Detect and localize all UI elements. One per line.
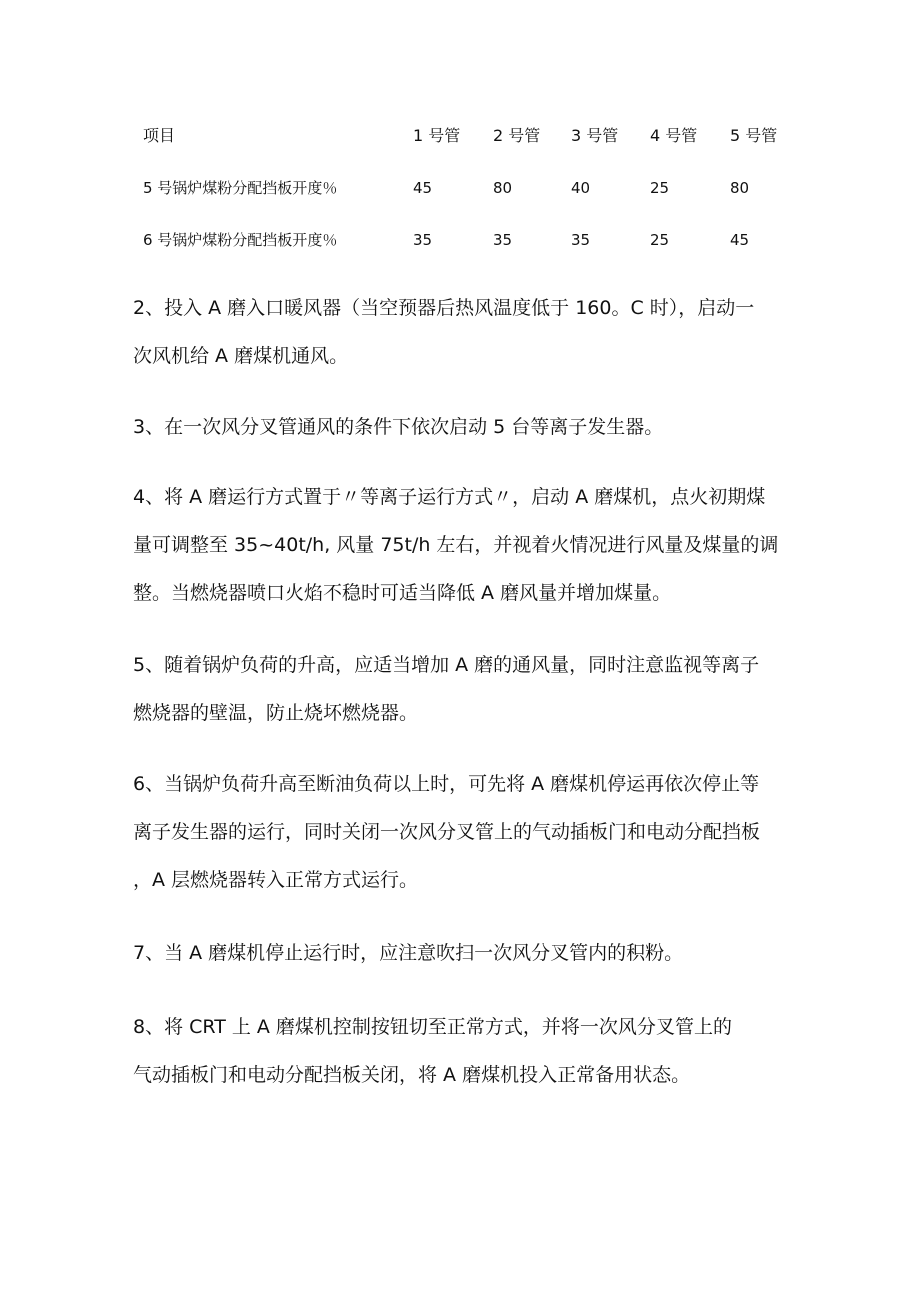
- paragraph-line: ，A 层燃烧器转入正常方式运行。: [133, 869, 419, 891]
- paragraph-step-3: [133, 403, 793, 451]
- header-cell-pipe-3: 3 号管: [571, 126, 619, 145]
- table-row: [143, 224, 843, 276]
- paragraph-step-6: [133, 760, 793, 904]
- cell-value: 25: [650, 179, 670, 197]
- paragraph-step-2: [133, 284, 793, 380]
- baffle-opening-table: [143, 120, 843, 276]
- paragraph-step-7: [133, 929, 793, 977]
- paragraph-line: 2、投入 A 磨入口暖风器（当空预器后热风温度低于 160。C 时），启动一: [133, 297, 755, 319]
- row-label: 6 号锅炉煤粉分配挡板开度％: [143, 231, 338, 249]
- cell-value: 45: [413, 179, 433, 197]
- cell-value: 35: [571, 231, 591, 249]
- paragraph-line: 8、将 CRT 上 A 磨煤机控制按钮切至正常方式，并将一次风分叉管上的: [133, 1016, 732, 1038]
- paragraph-step-8: [133, 1003, 793, 1099]
- paragraph-line: 量可调整至 35~40t/h, 风量 75t/h 左右，并视着火情况进行风量及煤量的调: [133, 534, 779, 556]
- header-cell-pipe-5: 5 号管: [730, 126, 778, 145]
- cell-value: 35: [413, 231, 433, 249]
- row-label: 5 号锅炉煤粉分配挡板开度％: [143, 179, 338, 197]
- paragraph-line: 3、在一次风分叉管通风的条件下依次启动 5 台等离子发生器。: [133, 416, 664, 438]
- table-row: [143, 172, 843, 224]
- header-cell-pipe-2: 2 号管: [493, 126, 541, 145]
- paragraph-line: 7、当 A 磨煤机停止运行时，应注意吹扫一次风分叉管内的积粉。: [133, 942, 684, 964]
- header-cell-pipe-1: 1 号管: [413, 126, 461, 145]
- cell-value: 35: [493, 231, 513, 249]
- cell-value: 40: [571, 179, 591, 197]
- paragraph-line: 气动插板门和电动分配挡板关闭，将 A 磨煤机投入正常备用状态。: [133, 1064, 691, 1086]
- paragraph-line: 5、随着锅炉负荷的升高，应适当增加 A 磨的通风量，同时注意监视等离子: [133, 654, 760, 676]
- cell-value: 80: [730, 179, 750, 197]
- paragraph-line: 离子发生器的运行，同时关闭一次风分叉管上的气动插板门和电动分配挡板: [133, 821, 761, 843]
- cell-value: 25: [650, 231, 670, 249]
- paragraph-line: 燃烧器的壁温，防止烧坏燃烧器。: [133, 702, 419, 724]
- cell-value: 80: [493, 179, 513, 197]
- cell-value: 45: [730, 231, 750, 249]
- paragraph-line: 整。当燃烧器喷口火焰不稳时可适当降低 A 磨风量并增加煤量。: [133, 582, 672, 604]
- paragraph-line: 4、将 A 磨运行方式置于〃等离子运行方式〃，启动 A 磨煤机，点火初期煤: [133, 486, 766, 508]
- header-cell-pipe-4: 4 号管: [650, 126, 698, 145]
- paragraph-step-5: [133, 641, 793, 737]
- paragraph-step-4: [133, 473, 793, 617]
- paragraph-line: 次风机给 A 磨煤机通风。: [133, 345, 349, 367]
- paragraph-line: 6、当锅炉负荷升高至断油负荷以上时，可先将 A 磨煤机停运再依次停止等: [133, 773, 760, 795]
- table-header-row: [143, 120, 843, 172]
- header-cell-item: 项目: [143, 126, 176, 145]
